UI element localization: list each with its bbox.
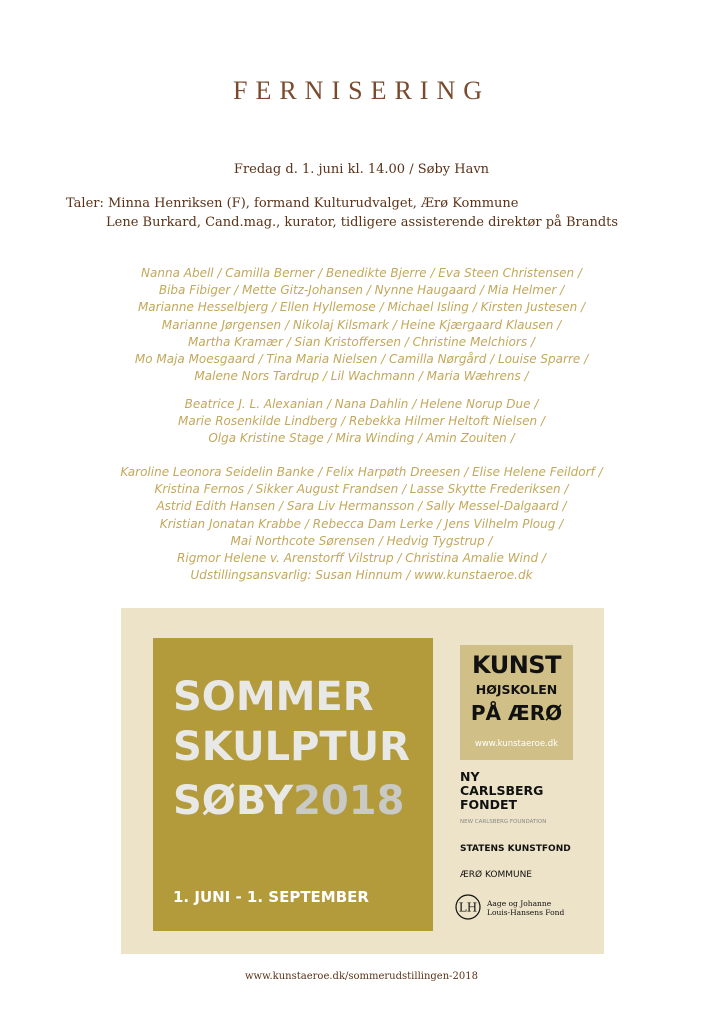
artist-list-group-1 bbox=[0, 265, 723, 385]
footer-url: www.kunstaeroe.dk/sommerudstillingen-2018 bbox=[245, 971, 478, 982]
artist-line: Olga Kristine Stage / Mira Winding / Amin Zouiten / bbox=[208, 431, 515, 446]
speakers bbox=[66, 194, 618, 232]
poster-place: SØBY bbox=[173, 778, 294, 824]
aero-kommune: ÆRØ KOMMUNE bbox=[460, 870, 532, 880]
poster-title-panel bbox=[153, 638, 433, 931]
page-title: FERNISERING bbox=[232, 76, 490, 105]
lh-line-1: Aage og Johanne bbox=[487, 899, 552, 908]
lh-monogram-text: LH bbox=[458, 900, 478, 915]
statens-kunstfond: STATENS KUNSTFOND bbox=[460, 844, 571, 854]
artist-line: Mo Maja Moesgaard / Tina Maria Nielsen / Camilla Nørgård / Louise Sparre / bbox=[134, 352, 589, 367]
artist-line: Nanna Abell / Camilla Berner / Benedikte Bjerre / Eva Steen Christensen / bbox=[141, 266, 582, 280]
artist-line: Marie Rosenkilde Lindberg / Rebekka Hilmer Heltoft Nielsen / bbox=[178, 414, 545, 429]
kunsthojskolen-logo bbox=[460, 645, 573, 760]
artist-line: Kristina Fernos / Sikker August Frandsen / Lasse Skytte Frederiksen / bbox=[154, 482, 569, 497]
poster bbox=[121, 608, 604, 954]
artist-line: Kristian Jonatan Krabbe / Rebecca Dam Lerke / Jens Vilhelm Ploug / bbox=[159, 516, 564, 531]
artist-line: Biba Fibiger / Mette Gitz-Johansen / Nynne Haugaard / Mia Helmer / bbox=[158, 283, 565, 298]
ny-carlsberg-line-1: NY bbox=[460, 769, 480, 784]
artist-line: Marianne Hesselbjerg / Ellen Hyllemose / Michael Isling / Kirsten Justesen / bbox=[137, 300, 586, 315]
poster-dates: 1. JUNI - 1. SEPTEMBER bbox=[173, 888, 369, 906]
ny-carlsberg-line-2: CARLSBERG bbox=[460, 783, 544, 798]
event-date: Fredag d. 1. juni kl. 14.00 / Søby Havn bbox=[233, 162, 490, 177]
lh-monogram-icon bbox=[455, 894, 481, 920]
ny-carlsberg-logo bbox=[460, 770, 543, 812]
artist-line: Malene Nors Tardrup / Lil Wachmann / Maria Wæhrens / bbox=[194, 369, 529, 384]
artist-line: Karoline Leonora Seidelin Banke / Felix Harpøth Dreesen / Elise Helene Feildorf / bbox=[120, 465, 603, 479]
artist-line: Martha Kramær / Sian Kristoffersen / Christine Melchiors / bbox=[188, 334, 535, 349]
kunst-word: KUNST bbox=[472, 651, 561, 679]
artist-line: Beatrice J. L. Alexanian / Nana Dahlin / Helene Norup Due / bbox=[184, 397, 539, 411]
poster-line-2: SKULPTUR bbox=[173, 724, 410, 770]
poster-year: 2018 bbox=[293, 778, 405, 824]
hojskolen-word: HØJSKOLEN bbox=[475, 682, 558, 697]
artist-list-group-3 bbox=[0, 464, 723, 584]
lh-line-2: Louis-Hansens Fond bbox=[487, 908, 565, 917]
artist-line: Mai Northcote Sørensen / Hedvig Tygstrup / bbox=[230, 533, 493, 548]
kunst-url: www.kunstaeroe.dk bbox=[474, 739, 559, 749]
artist-line: Marianne Jørgensen / Nikolaj Kilsmark / Heine Kjærgaard Klausen / bbox=[161, 317, 562, 332]
ny-carlsberg-subtitle: NEW CARLSBERG FOUNDATION bbox=[460, 819, 547, 825]
speaker-line-1: Taler: Minna Henriksen (F), formand Kulturudvalget, Ærø Kommune bbox=[66, 196, 519, 211]
ny-carlsberg-line-3: FONDET bbox=[460, 797, 518, 812]
poster-line-3 bbox=[173, 778, 433, 824]
artist-line: Udstillingsansvarlig: Susan Hinnum / www.kunstaeroe.dk bbox=[190, 568, 533, 583]
speaker-line-2: Lene Burkard, Cand.mag., kurator, tidligere assisterende direktør på Brandts bbox=[106, 215, 619, 230]
pa-aero-word: PÅ ÆRØ bbox=[470, 701, 563, 725]
louis-hansen-fond bbox=[487, 899, 564, 917]
poster-line-1: SOMMER bbox=[173, 674, 374, 720]
artist-line: Astrid Edith Hansen / Sara Liv Hermansson / Sally Messel-Dalgaard / bbox=[156, 499, 567, 514]
artist-line: Rigmor Helene v. Arenstorff Vilstrup / Christina Amalie Wind / bbox=[177, 551, 546, 566]
artist-list-group-2 bbox=[0, 396, 723, 448]
